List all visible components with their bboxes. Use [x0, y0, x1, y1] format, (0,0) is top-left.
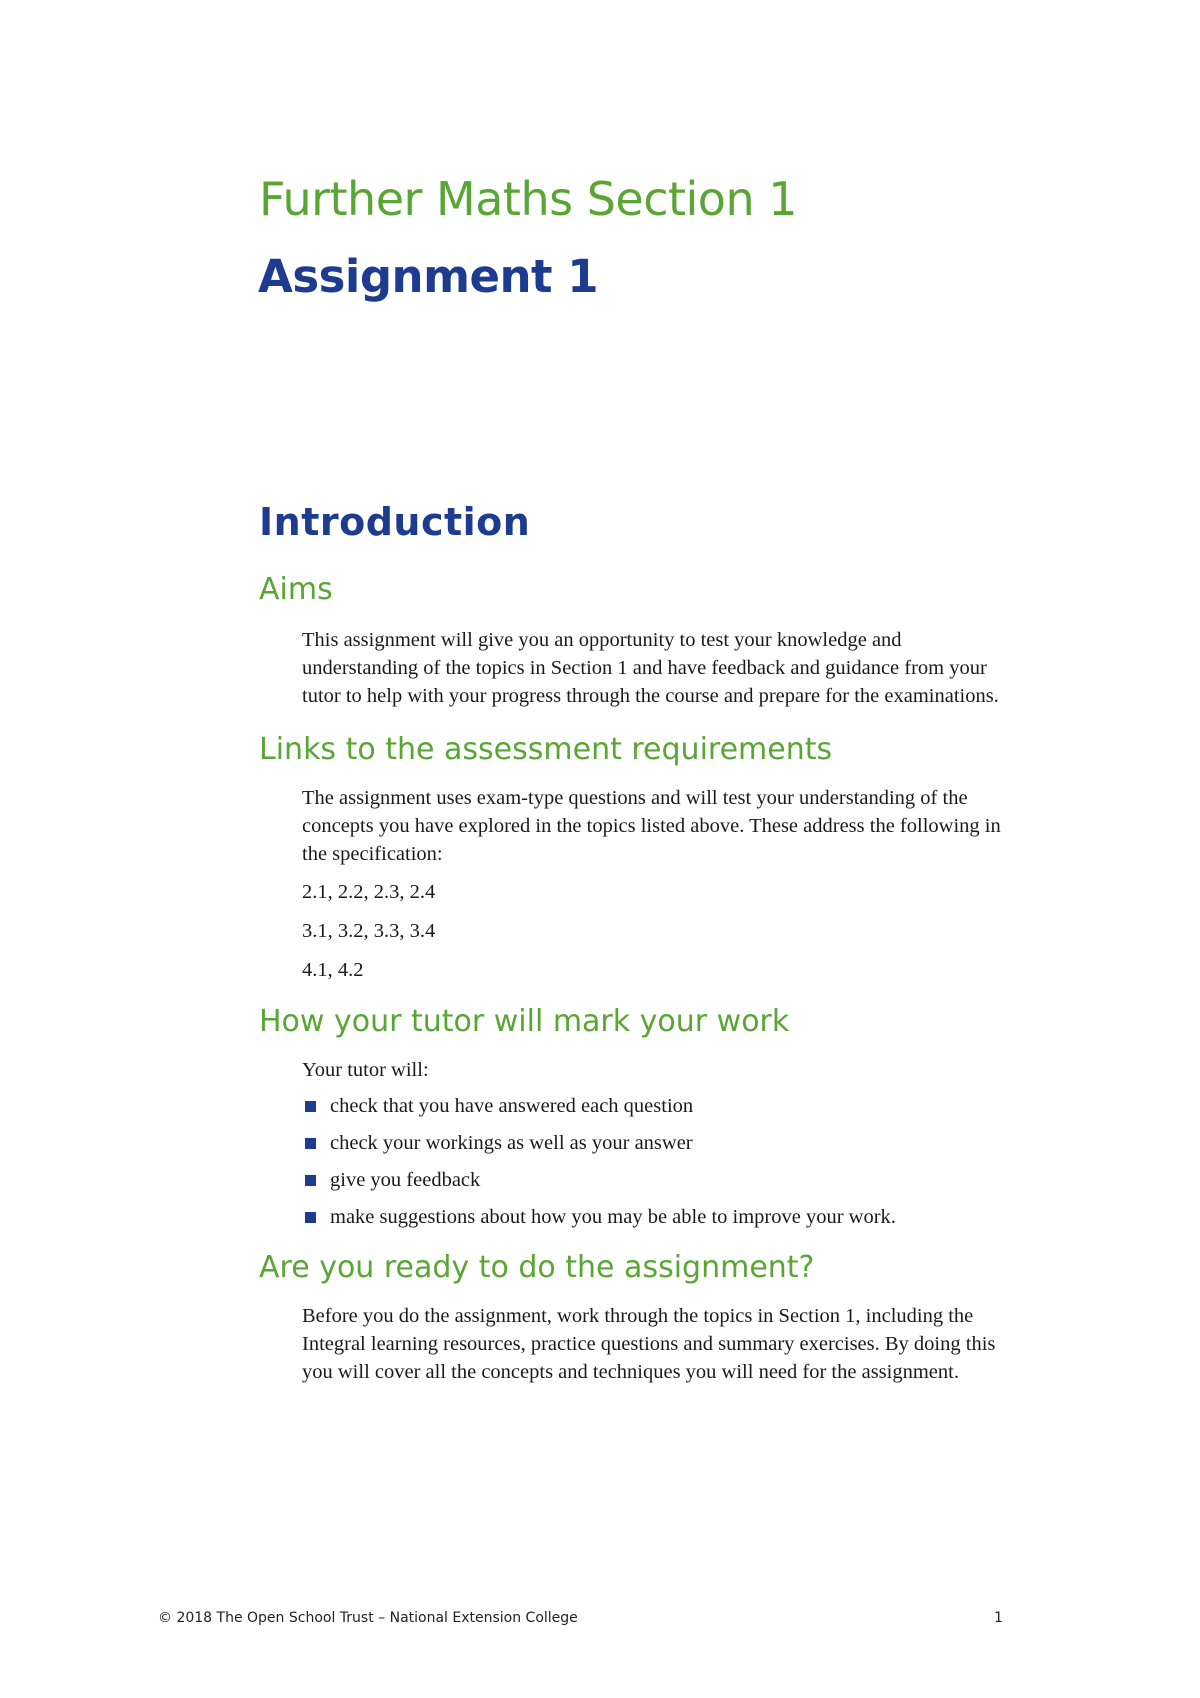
ready-heading: Are you ready to do the assignment? — [259, 1249, 815, 1285]
marking-body — [302, 1056, 1022, 1240]
list-item-text: give you feedback — [330, 1168, 481, 1191]
ready-body — [302, 1302, 1022, 1386]
links-body — [302, 784, 1022, 984]
spec-code-line: 4.1, 4.2 — [302, 958, 364, 981]
introduction-heading: Introduction — [259, 500, 531, 544]
ready-text: Before you do the assignment, work through the topics in Section 1, including the Integral learning resources, practice questions and summary exercises. By doing this you will cover all the concepts and techniques you will need for the assignment. — [302, 1304, 996, 1383]
aims-heading: Aims — [259, 571, 333, 607]
square-bullet-icon — [305, 1175, 316, 1186]
square-bullet-icon — [305, 1138, 316, 1149]
list-item — [302, 1166, 1022, 1203]
marking-list — [302, 1092, 1022, 1240]
list-item-text: check that you have answered each question — [330, 1094, 694, 1117]
page-number: 1 — [994, 1610, 1003, 1626]
footer-copyright: © 2018 The Open School Trust – National Extension College — [158, 1610, 578, 1626]
list-item-text: make suggestions about how you may be able to improve your work. — [330, 1205, 896, 1228]
links-text: The assignment uses exam-type questions and will test your understanding of the concepts you have explored in the topics listed above. These address the following in the specification: — [302, 786, 1001, 865]
main-content — [259, 500, 1019, 1386]
square-bullet-icon — [305, 1212, 316, 1223]
list-item — [302, 1129, 1022, 1166]
spec-code-line: 2.1, 2.2, 2.3, 2.4 — [302, 880, 436, 903]
aims-body — [302, 626, 1022, 710]
square-bullet-icon — [305, 1101, 316, 1112]
list-item-text: check your workings as well as your answer — [330, 1131, 693, 1154]
marking-heading: How your tutor will mark your work — [259, 1003, 790, 1039]
spec-code-line: 3.1, 3.2, 3.3, 3.4 — [302, 919, 436, 942]
links-heading: Links to the assessment requirements — [259, 731, 833, 767]
assignment-title: Assignment 1 — [258, 250, 599, 303]
course-subtitle: Further Maths Section 1 — [259, 172, 797, 226]
list-item — [302, 1092, 1022, 1129]
aims-text: This assignment will give you an opportunity to test your knowledge and understanding of the topics in Section 1 and have feedback and guidance from your tutor to help with your progress through the course and prepare for the examinations. — [302, 628, 999, 707]
spec-codes — [302, 878, 1022, 984]
marking-intro: Your tutor will: — [302, 1058, 429, 1081]
list-item — [302, 1203, 1022, 1240]
